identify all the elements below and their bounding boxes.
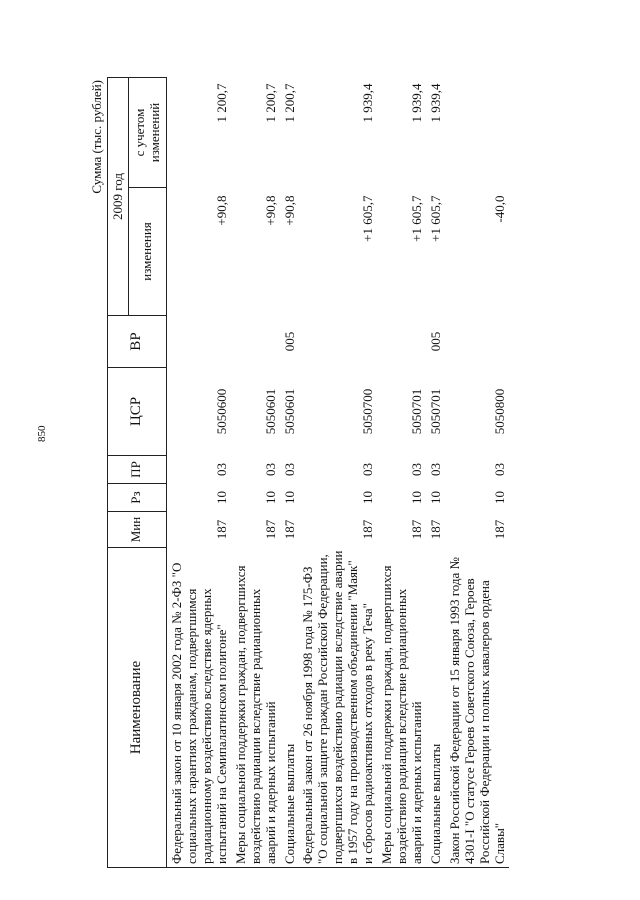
- header-changes: изменения: [129, 188, 167, 316]
- row-vr: [445, 316, 509, 368]
- row-change: +1 605,7: [409, 195, 424, 242]
- row-csr: 5050601: [281, 388, 297, 435]
- row-total: 1 939,4: [409, 83, 424, 123]
- row-name: Меры социальной поддержки граждан, подвергшихся воздействию радиации вследствие радиационных аварий и ядерных испытаний: [231, 548, 280, 868]
- header-rz: Рз: [107, 484, 166, 512]
- table-row: [280, 78, 299, 868]
- row-total: 1 200,7: [262, 83, 278, 123]
- table-body: [166, 78, 508, 868]
- row-name: Социальные выплаты: [426, 548, 445, 868]
- table-row: [231, 78, 280, 868]
- row-pr: 03: [281, 463, 297, 476]
- row-change: +1 605,7: [360, 195, 376, 242]
- row-name: Федеральный закон от 10 января 2002 года № 2-ФЗ "О социальных гарантиях гражданам, подвергшимся радиационному воздействию вследствие ядерных испытаний на Семипалатинском полигоне": [166, 548, 230, 868]
- row-vr: [166, 316, 230, 368]
- row-min: 187: [262, 519, 278, 540]
- row-total: 1 200,7: [281, 83, 297, 123]
- row-name: Федеральный закон от 26 ноября 1998 года № 175-ФЗ "О социальной защите граждан Российской Федерации, подвергшихся воздействию радиации вследствие аварии в 1957 году на производственном объединении "Маяк" и сбросов радиоактивных отходов в реку Теча": [298, 548, 377, 868]
- row-rz: 10: [427, 491, 443, 504]
- page-number: 850: [36, 425, 48, 442]
- row-rz: 10: [262, 491, 278, 504]
- row-vr: [298, 316, 377, 368]
- row-min: 187: [409, 519, 424, 540]
- table-row: [298, 78, 377, 868]
- header-pr: ПР: [107, 456, 166, 484]
- row-vr: 005: [281, 331, 297, 352]
- row-csr: 5050601: [262, 388, 278, 435]
- row-total: 1 939,4: [360, 83, 376, 123]
- row-pr: 03: [409, 463, 424, 476]
- header-vr: ВР: [107, 316, 166, 368]
- row-rz: 10: [360, 491, 376, 504]
- row-total: 1 939,4: [427, 83, 443, 123]
- row-min: 187: [427, 519, 443, 540]
- table-row: [445, 78, 509, 868]
- row-name: Закон Российской Федерации от 15 января 1993 года № 4301-I "О статусе Героев Советского Союза, Героев Российской Федерации и полных кавалеров ордена Славы": [445, 548, 509, 868]
- row-change: +90,8: [213, 195, 229, 226]
- row-name: Социальные выплаты: [280, 548, 299, 868]
- row-vr: [377, 316, 426, 368]
- row-pr: 03: [213, 463, 229, 476]
- row-min: 187: [213, 519, 229, 540]
- row-change: +90,8: [281, 195, 297, 226]
- table-row: [166, 78, 230, 868]
- row-csr: 5050600: [213, 388, 229, 435]
- row-min: 187: [281, 519, 297, 540]
- row-vr: 005: [427, 331, 443, 352]
- row-csr: 5050700: [360, 388, 376, 435]
- table-row: [377, 78, 426, 868]
- row-min: 187: [491, 519, 507, 540]
- header-with-changes: с учетом изменений: [129, 78, 167, 188]
- row-rz: 10: [213, 491, 229, 504]
- header-min: Мин: [107, 512, 166, 548]
- row-total: 1 200,7: [213, 83, 229, 123]
- header-csr: ЦСР: [107, 368, 166, 456]
- header-name: Наименование: [107, 548, 166, 868]
- budget-table: [107, 77, 509, 868]
- row-total: [445, 78, 509, 188]
- unit-note: Сумма (тыс. рублей): [89, 80, 104, 194]
- row-change: +90,8: [262, 195, 278, 226]
- row-pr: 03: [360, 463, 376, 476]
- row-pr: 03: [262, 463, 278, 476]
- row-rz: 10: [409, 491, 424, 504]
- row-rz: 10: [281, 491, 297, 504]
- row-rz: 10: [491, 491, 507, 504]
- row-csr: 5050701: [427, 388, 443, 435]
- row-change: -40,0: [491, 195, 507, 223]
- row-name: Меры социальной поддержки граждан, подвергшихся воздействию радиации вследствие радиационных аварий и ядерных испытаний: [377, 548, 426, 868]
- row-csr: 5050800: [491, 388, 507, 435]
- budget-table-sheet: [90, 78, 610, 868]
- table-header: [107, 78, 166, 868]
- row-min: 187: [360, 519, 376, 540]
- row-vr: [231, 316, 280, 368]
- row-csr: 5050701: [409, 388, 424, 435]
- row-pr: 03: [427, 463, 443, 476]
- header-year: 2009 год: [107, 78, 128, 316]
- row-pr: 03: [491, 463, 507, 476]
- row-change: +1 605,7: [427, 195, 443, 242]
- table-row: [426, 78, 445, 868]
